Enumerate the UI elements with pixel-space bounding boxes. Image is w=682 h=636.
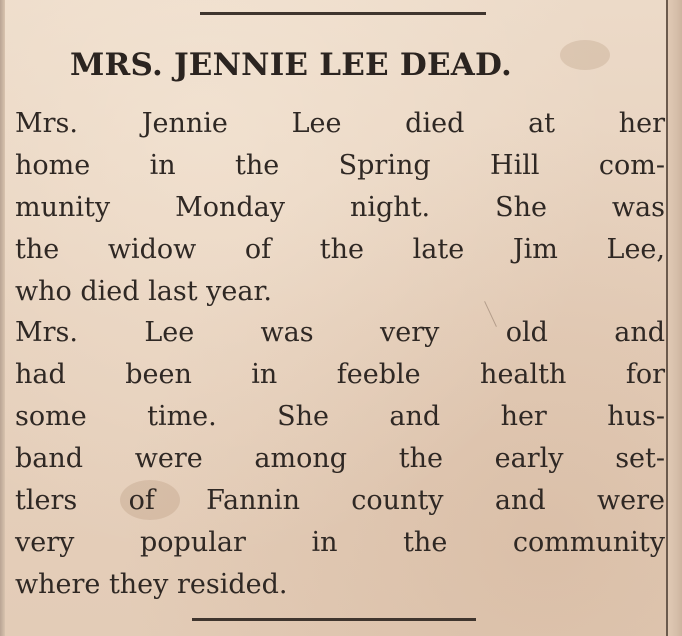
article-line: Mrs. Jennie Lee died at her — [15, 108, 665, 139]
article-line: home in the Spring Hill com- — [15, 150, 665, 181]
article-paragraph-2 — [15, 312, 665, 606]
top-rule — [200, 12, 486, 15]
clipping-left-edge — [0, 0, 5, 636]
clipping-right-edge — [666, 0, 682, 636]
article-line: some time. She and her hus- — [15, 401, 665, 432]
article-line: band were among the early set- — [15, 443, 665, 474]
article-line: the widow of the late Jim Lee, — [15, 234, 665, 265]
article-line: where they resided. — [15, 569, 288, 600]
article-headline: MRS. JENNIE LEE DEAD. — [70, 47, 513, 83]
article-line: munity Monday night. She was — [15, 192, 665, 223]
bottom-rule — [192, 618, 476, 621]
article-line: who died last year. — [15, 276, 272, 307]
article-line: had been in feeble health for — [15, 359, 665, 390]
article-line: tlers of Fannin county and were — [15, 485, 665, 516]
article-line: Mrs. Lee was very old and — [15, 317, 665, 348]
article-line: very popular in the community — [15, 527, 665, 558]
article-paragraph-1 — [15, 103, 665, 313]
